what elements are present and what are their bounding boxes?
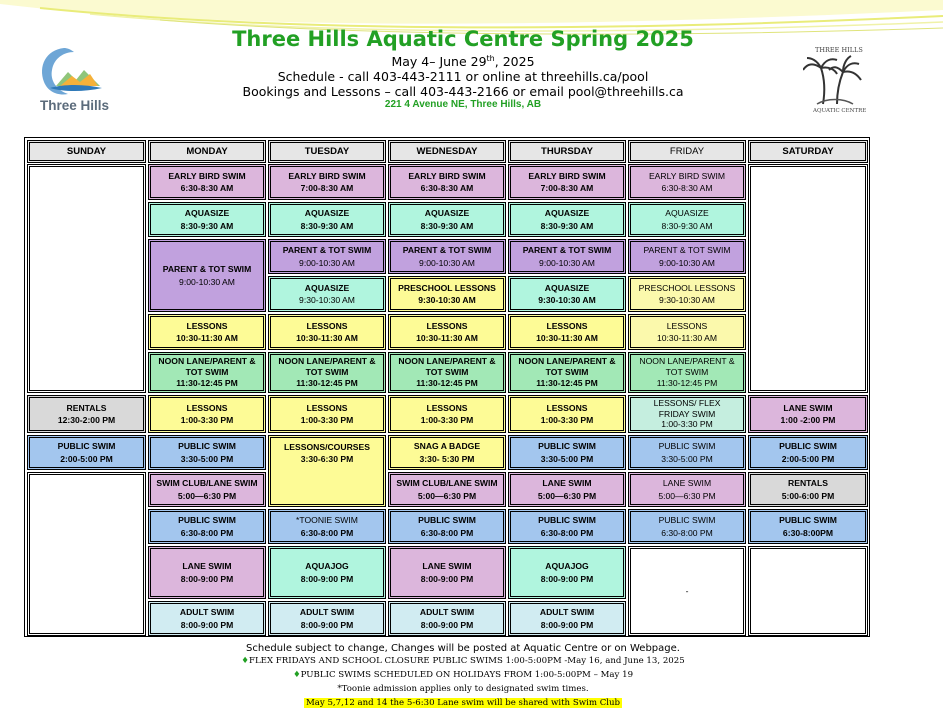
- schedule-slot: *TOONIE SWIM 6:30-8:00 PM: [268, 509, 386, 544]
- diamond-bullet-icon: ♦: [292, 670, 301, 680]
- day-header-friday: FRIDAY: [628, 140, 746, 163]
- schedule-slot: PARENT & TOT SWIM 9:00-10:30 AM: [148, 239, 266, 312]
- schedule-slot: LESSONS 1:00-3:30 PM: [148, 395, 266, 433]
- day-header-tuesday: TUESDAY: [268, 140, 386, 163]
- schedule-slot: NOON LANE/PARENT & TOT SWIM 11:30-12:45 PM: [148, 352, 266, 393]
- sunday-empty-evening: [27, 472, 146, 636]
- schedule-slot: AQUASIZE 9:30-10:30 AM: [508, 276, 626, 312]
- footer-flex-fridays-note: ♦FLEX FRIDAYS AND SCHOOL CLOSURE PUBLIC SWIMS 1:00-5:00PM -May 16, and June 13, 2025: [241, 656, 685, 666]
- schedule-slot: LESSONS 1:00-3:30 PM: [508, 395, 626, 433]
- schedule-slot: AQUASIZE 8:30-9:30 AM: [628, 202, 746, 237]
- schedule-slot: PUBLIC SWIM 6:30-8:00 PM: [628, 509, 746, 544]
- schedule-slot: PUBLIC SWIM 3:30-5:00 PM: [628, 435, 746, 470]
- schedule-slot: LESSONS 10:30-11:30 AM: [148, 314, 266, 350]
- schedule-slot: PARENT & TOT SWIM 9:00-10:30 AM: [628, 239, 746, 274]
- schedule-slot: LESSONS 10:30-11:30 AM: [268, 314, 386, 350]
- schedule-slot: LESSONS 10:30-11:30 AM: [508, 314, 626, 350]
- three-hills-logo: [34, 42, 114, 120]
- schedule-slot: ADULT SWIM 8:00-9:00 PM: [148, 601, 266, 636]
- schedule-slot: ADULT SWIM 8:00-9:00 PM: [268, 601, 386, 636]
- schedule-slot: LESSONS 10:30-11:30 AM: [388, 314, 506, 350]
- schedule-slot: LESSONS/ FLEX FRIDAY SWIM 1:00-3:30 PM: [628, 395, 746, 433]
- day-header-saturday: SATURDAY: [748, 140, 868, 163]
- page-title: Three Hills Aquatic Centre Spring 2025: [232, 27, 694, 51]
- schedule-slot: NOON LANE/PARENT & TOT SWIM 11:30-12:45 PM: [388, 352, 506, 393]
- schedule-slot: PARENT & TOT SWIM 9:00-10:30 AM: [388, 239, 506, 274]
- schedule-slot: SNAG A BADGE 3:30- 5:30 PM: [388, 435, 506, 470]
- schedule-slot: AQUAJOG 8:00-9:00 PM: [268, 546, 386, 599]
- schedule-slot: AQUASIZE 8:30-9:30 AM: [268, 202, 386, 237]
- schedule-slot: LANE SWIM 8:00-9:00 PM: [388, 546, 506, 599]
- schedule-slot: PUBLIC SWIM 6:30-8:00 PM: [148, 509, 266, 544]
- sunday-empty-morning: [27, 164, 146, 393]
- three-hills-logo-mark-icon: [34, 42, 114, 102]
- address-line: 221 4 Avenue NE, Three Hills, AB: [384, 99, 542, 110]
- schedule-slot: EARLY BIRD SWIM 7:00-8:30 AM: [508, 164, 626, 200]
- schedule-slot: PUBLIC SWIM 2:00-5:00 PM: [27, 435, 146, 470]
- bookings-contact-line: Bookings and Lessons – call 403-443-2166 or email pool@threehills.ca: [242, 84, 684, 99]
- schedule-slot: PUBLIC SWIM 6:30-8:00 PM: [388, 509, 506, 544]
- schedule-slot: RENTALS 5:00-6:00 PM: [748, 472, 868, 507]
- logo-right-top-text: THREE HILLS: [815, 46, 863, 54]
- schedule-slot: NOON LANE/PARENT & TOT SWIM 11:30-12:45 PM: [628, 352, 746, 393]
- schedule-slot: PUBLIC SWIM 2:00-5:00 PM: [748, 435, 868, 470]
- schedule-slot: -: [628, 546, 746, 636]
- schedule-slot: PUBLIC SWIM 3:30-5:00 PM: [508, 435, 626, 470]
- schedule-slot: PARENT & TOT SWIM 9:00-10:30 AM: [508, 239, 626, 274]
- schedule-slot: NOON LANE/PARENT & TOT SWIM 11:30-12:45 PM: [508, 352, 626, 393]
- footer-holiday-note: ♦PUBLIC SWIMS SCHEDULED ON HOLIDAYS FROM 1:00-5:00PM – May 19: [292, 670, 634, 680]
- schedule-slot: LESSONS 1:00-3:30 PM: [268, 395, 386, 433]
- schedule-slot: LANE SWIM 5:00—6:30 PM: [508, 472, 626, 507]
- saturday-empty-evening: [748, 546, 868, 636]
- schedule-slot: NOON LANE/PARENT & TOT SWIM 11:30-12:45 PM: [268, 352, 386, 393]
- day-header-sunday: SUNDAY: [27, 140, 146, 163]
- day-header-thursday: THURSDAY: [508, 140, 626, 163]
- schedule-slot: LESSONS 1:00-3:30 PM: [388, 395, 506, 433]
- schedule-slot: AQUASIZE 8:30-9:30 AM: [388, 202, 506, 237]
- schedule-slot: PRESCHOOL LESSONS 9:30-10:30 AM: [388, 276, 506, 312]
- logo-right-bottom-text: AQUATIC CENTRE: [813, 108, 867, 114]
- season-dates: May 4– June 29th, 2025: [391, 54, 535, 70]
- day-header-wednesday: WEDNESDAY: [388, 140, 506, 163]
- logo-left-text: Three Hills: [40, 98, 110, 113]
- schedule-slot: PUBLIC SWIM 3:30-5:00 PM: [148, 435, 266, 470]
- footer-toonie-note: *Toonie admission applies only to designated swim times.: [337, 684, 589, 694]
- schedule-slot: PRESCHOOL LESSONS 9:30-10:30 AM: [628, 276, 746, 312]
- schedule-slot: RENTALS 12:30-2:00 PM: [27, 395, 146, 433]
- schedule-slot: LESSONS/COURSES 3:30-6:30 PM: [268, 435, 386, 507]
- schedule-slot: AQUASIZE 9:30-10:30 AM: [268, 276, 386, 312]
- schedule-slot: PARENT & TOT SWIM 9:00-10:30 AM: [268, 239, 386, 274]
- schedule-slot: LANE SWIM 8:00-9:00 PM: [148, 546, 266, 599]
- schedule-slot: AQUASIZE 8:30-9:30 AM: [508, 202, 626, 237]
- aquatic-centre-logo: [795, 42, 873, 118]
- schedule-slot: SWIM CLUB/LANE SWIM 5:00—6:30 PM: [388, 472, 506, 507]
- footer-lane-share-note: May 5,7,12 and 14 the 5-6:30 Lane swim will be shared with Swim Club: [305, 698, 621, 708]
- schedule-contact-line: Schedule - call 403-443-2111 or online at threehills.ca/pool: [277, 69, 649, 84]
- schedule-slot: PUBLIC SWIM 6:30-8:00PM: [748, 509, 868, 544]
- footer-disclaimer: Schedule subject to change, Changes will be posted at Aquatic Centre or on Webpage.: [246, 643, 680, 654]
- schedule-slot: EARLY BIRD SWIM 6:30-8:30 AM: [148, 164, 266, 200]
- schedule-slot: EARLY BIRD SWIM 6:30-8:30 AM: [388, 164, 506, 200]
- schedule-slot: LANE SWIM 1:00 -2:00 PM: [748, 395, 868, 433]
- saturday-empty-morning: [748, 164, 868, 393]
- schedule-slot: LANE SWIM 5:00—6:30 PM: [628, 472, 746, 507]
- schedule-slot: AQUAJOG 8:00-9:00 PM: [508, 546, 626, 599]
- palm-tree-icon: [803, 52, 865, 108]
- diamond-bullet-icon: ♦: [241, 656, 250, 666]
- schedule-slot: EARLY BIRD SWIM 6:30-8:30 AM: [628, 164, 746, 200]
- schedule-slot: ADULT SWIM 8:00-9:00 PM: [508, 601, 626, 636]
- schedule-slot: AQUASIZE 8:30-9:30 AM: [148, 202, 266, 237]
- schedule-slot: EARLY BIRD SWIM 7:00-8:30 AM: [268, 164, 386, 200]
- day-header-monday: MONDAY: [148, 140, 266, 163]
- schedule-slot: SWIM CLUB/LANE SWIM 5:00—6:30 PM: [148, 472, 266, 507]
- schedule-slot: LESSONS 10:30-11:30 AM: [628, 314, 746, 350]
- schedule-slot: ADULT SWIM 8:00-9:00 PM: [388, 601, 506, 636]
- schedule-slot: PUBLIC SWIM 6:30-8:00 PM: [508, 509, 626, 544]
